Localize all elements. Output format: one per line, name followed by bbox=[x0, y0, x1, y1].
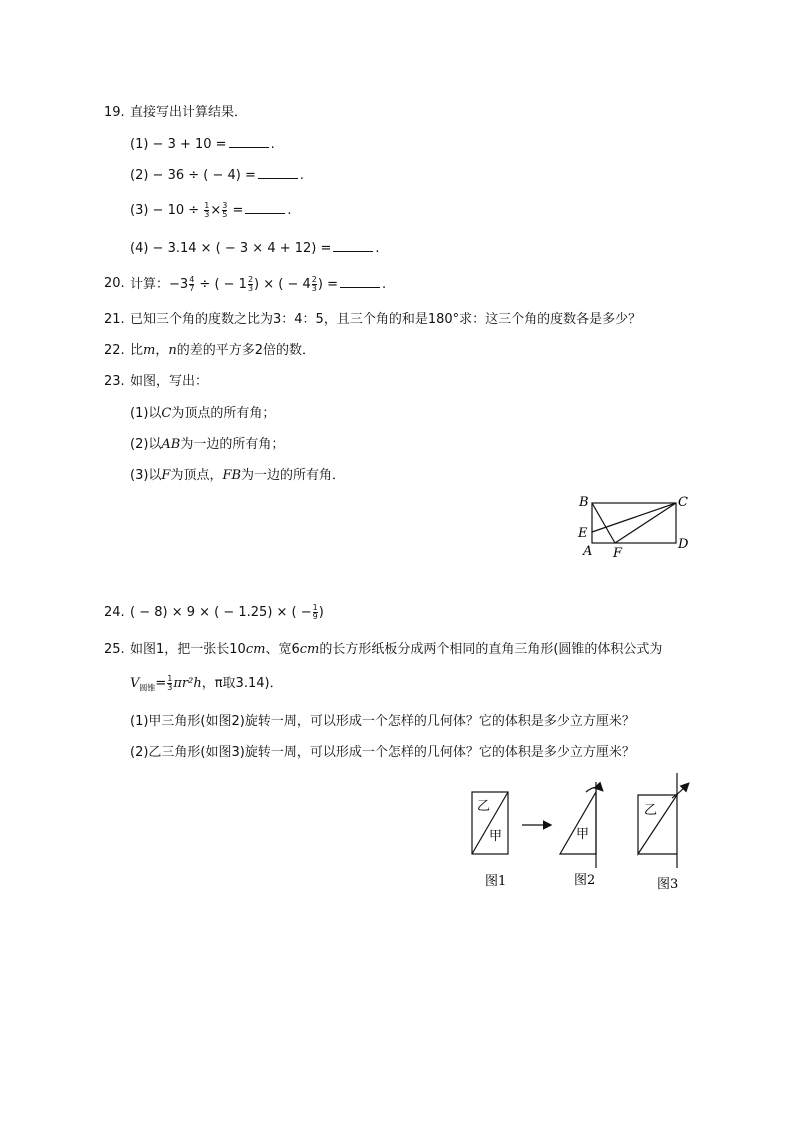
unit: cm bbox=[245, 642, 266, 657]
label-f: F bbox=[613, 546, 623, 561]
mixed-whole: −3 bbox=[169, 277, 189, 292]
period: . bbox=[375, 241, 380, 256]
numerator: 1 bbox=[312, 603, 318, 612]
numerator: 1 bbox=[204, 201, 210, 210]
segment-ec bbox=[592, 503, 676, 532]
answer-blank[interactable] bbox=[229, 135, 269, 148]
variable: C bbox=[161, 406, 172, 421]
fig2-triangle bbox=[560, 792, 596, 854]
text: 为一边的所有角； bbox=[180, 437, 285, 452]
question-stem bbox=[130, 641, 662, 659]
question-body bbox=[130, 275, 386, 294]
equals: = bbox=[232, 203, 244, 218]
denominator: 9 bbox=[312, 612, 318, 621]
period: . bbox=[270, 137, 275, 152]
fig1-caption: 图1 bbox=[485, 874, 507, 889]
q25-part-2: (2)乙三角形(如图3)旋转一周，可以形成一个怎样的几何体？它的体积是多少立方厘米？ bbox=[130, 745, 635, 760]
times: × bbox=[210, 203, 222, 218]
fraction bbox=[189, 276, 194, 293]
numerator: 2 bbox=[247, 275, 254, 284]
fig3-caption: 图3 bbox=[657, 877, 679, 892]
text: 如图1，把一张长10 bbox=[130, 642, 246, 657]
denominator: 3 bbox=[247, 284, 254, 293]
variable-m: m bbox=[143, 343, 156, 358]
fig2-caption: 图2 bbox=[574, 873, 596, 888]
rotation-arrow-icon bbox=[672, 784, 688, 798]
text: (3)以 bbox=[130, 468, 162, 483]
label-a: A bbox=[583, 544, 593, 559]
numerator: 3 bbox=[222, 201, 228, 210]
question-stem: 已知三个角的度数之比为3：4：5，且三个角的和是180°求：这三个角的度数各是多少？ bbox=[130, 312, 642, 327]
segment-fc bbox=[615, 503, 676, 543]
question-stem: 直接写出计算结果． bbox=[130, 105, 248, 120]
variable: V bbox=[130, 676, 140, 691]
period: . bbox=[299, 168, 305, 183]
expression: (1) − 3 + 10 = bbox=[130, 137, 227, 152]
q25-part-1: (1)甲三角形(如图2)旋转一周，可以形成一个怎样的几何体？它的体积是多少立方厘米？ bbox=[130, 714, 635, 729]
numerator: 4 bbox=[189, 275, 195, 284]
equals: = bbox=[155, 676, 167, 691]
text: 为顶点， bbox=[170, 468, 223, 483]
answer-blank[interactable] bbox=[258, 166, 298, 179]
triangle-figures bbox=[460, 770, 700, 900]
text: 的长方形纸板分成两个相同的直角三角形(圆锥的体积公式为 bbox=[319, 642, 663, 657]
label: 计算： bbox=[130, 277, 170, 292]
q19-part-2 bbox=[130, 166, 304, 185]
question-number: 22. bbox=[104, 343, 125, 358]
numerator: 1 bbox=[167, 674, 173, 683]
question-number: 19. bbox=[104, 105, 125, 120]
label-b: B bbox=[579, 495, 589, 510]
text: 为一边的所有角． bbox=[241, 468, 346, 483]
q25-formula-line bbox=[130, 675, 283, 698]
q23-part-2 bbox=[130, 436, 284, 454]
label-c: C bbox=[678, 495, 688, 510]
label-d: D bbox=[678, 537, 689, 552]
question-number: 23. bbox=[104, 374, 125, 389]
question-number: 20. bbox=[104, 276, 125, 291]
question-stem: 如图，写出： bbox=[130, 374, 209, 389]
segment-bf bbox=[592, 503, 615, 543]
fig1-label-yi: 乙 bbox=[477, 799, 491, 814]
q19-part-3 bbox=[130, 201, 292, 220]
text: 为顶点的所有角； bbox=[171, 406, 276, 421]
denominator: 7 bbox=[189, 284, 195, 293]
question-stem bbox=[130, 342, 315, 360]
text: (2)以 bbox=[130, 437, 162, 452]
operator: ) × ( − 4 bbox=[254, 277, 311, 292]
expression: (4) − 3.14 × ( − 3 × 4 + 12) = bbox=[130, 241, 332, 256]
operator: ÷ ( − 1 bbox=[199, 277, 247, 292]
rotation-arrow-icon bbox=[586, 787, 602, 792]
text: 的差的平方多2倍的数． bbox=[176, 343, 316, 358]
expression: ( − 8) × 9 × ( − 1.25) × ( − bbox=[130, 605, 312, 620]
paren: ) bbox=[318, 605, 324, 620]
variable: F bbox=[161, 468, 171, 483]
unit: cm bbox=[299, 642, 320, 657]
expression: (2) − 36 ÷ ( − 4) = bbox=[130, 168, 256, 183]
period: . bbox=[287, 203, 292, 218]
expression: (3) − 10 ÷ bbox=[130, 203, 200, 218]
q19-part-4 bbox=[130, 239, 380, 258]
fraction bbox=[204, 202, 209, 219]
formula: πr²h bbox=[173, 676, 202, 691]
fraction bbox=[312, 276, 317, 293]
fig1-label-jia: 甲 bbox=[489, 829, 503, 844]
denominator: 3 bbox=[311, 284, 317, 293]
question-number: 25. bbox=[104, 642, 125, 657]
text: 、宽6 bbox=[265, 642, 300, 657]
fig3-label-yi: 乙 bbox=[644, 803, 658, 818]
question-number: 24. bbox=[104, 605, 125, 620]
denominator: 3 bbox=[167, 683, 173, 692]
equals: ) = bbox=[317, 277, 338, 292]
text: (1)以 bbox=[130, 406, 162, 421]
variable: FB bbox=[222, 468, 242, 483]
answer-blank[interactable] bbox=[333, 239, 373, 252]
question-expression bbox=[130, 604, 324, 622]
q19-part-1 bbox=[130, 135, 275, 154]
text: ，π取3.14)． bbox=[201, 676, 283, 691]
q23-part-3 bbox=[130, 467, 345, 485]
fraction bbox=[222, 202, 227, 219]
label-e: E bbox=[578, 526, 588, 541]
variable-n: n bbox=[168, 343, 177, 358]
rectangle-abcd bbox=[592, 503, 676, 543]
fraction bbox=[248, 276, 253, 293]
text: 比 bbox=[130, 343, 144, 358]
answer-blank[interactable] bbox=[245, 201, 285, 214]
fraction bbox=[313, 604, 318, 621]
fig2-label-jia: 甲 bbox=[576, 827, 590, 842]
numerator: 2 bbox=[311, 275, 317, 284]
denominator: 5 bbox=[222, 210, 228, 219]
denominator: 3 bbox=[204, 210, 210, 219]
rectangle-figure bbox=[570, 490, 700, 562]
period: . bbox=[381, 277, 387, 292]
subscript: 圆锥 bbox=[139, 683, 156, 693]
variable: AB bbox=[161, 437, 181, 452]
text: ， bbox=[155, 343, 169, 358]
answer-blank[interactable] bbox=[340, 275, 380, 288]
fraction bbox=[167, 675, 172, 692]
q23-part-1 bbox=[130, 405, 275, 423]
question-number: 21. bbox=[104, 312, 125, 327]
